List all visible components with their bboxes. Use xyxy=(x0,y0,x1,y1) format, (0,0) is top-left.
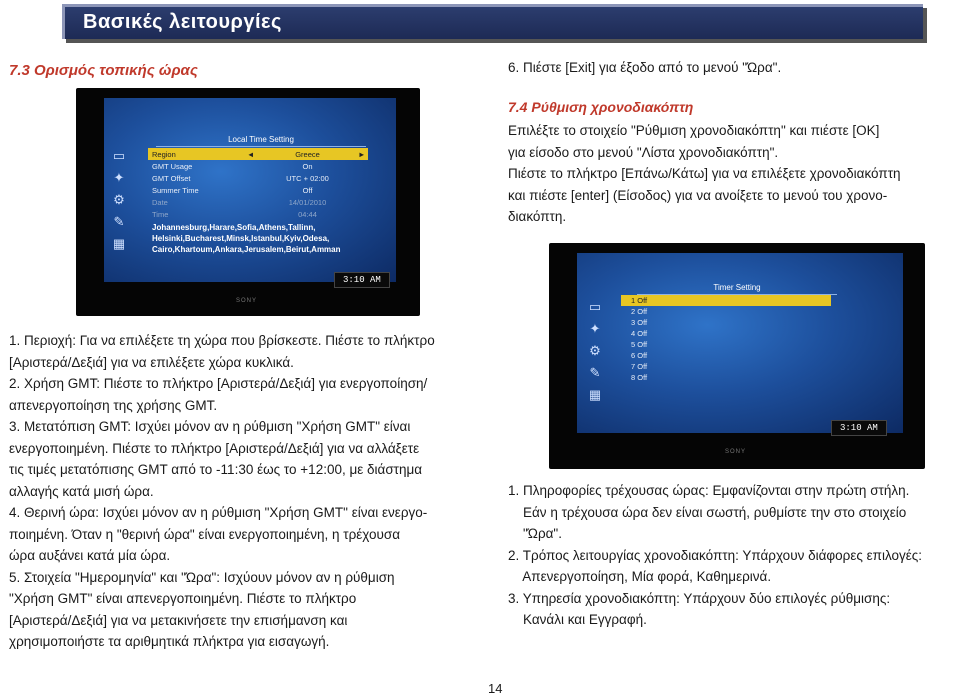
timer-list xyxy=(621,295,831,383)
row-region: Region ◄ Greece ► xyxy=(148,148,368,160)
clapper-icon: ▦ xyxy=(588,387,602,402)
satellite-icon: ✦ xyxy=(589,321,601,336)
menu-icons xyxy=(109,148,129,252)
timer-row: 1 Off xyxy=(621,295,831,306)
timer-row: 3 Off xyxy=(631,318,648,327)
page-number: 14 xyxy=(488,681,503,696)
tools-icon: ✎ xyxy=(113,214,125,229)
settings-icon: ⚙ xyxy=(589,343,601,358)
menu-icons xyxy=(585,299,605,403)
chapter-title: Βασικές λειτουργίες xyxy=(83,11,282,33)
exit-instruction: 6. Πιέστε [Exit] για έξοδο από το μενού "Ώρα". xyxy=(508,60,782,75)
timer-row: 4 Off xyxy=(631,329,648,338)
timer-row: 2 Off xyxy=(631,307,648,316)
row-gmt-offset: GMT Offset UTC + 02:00 xyxy=(152,173,329,183)
tv-clock: 3:10 AM xyxy=(831,420,887,436)
region-cities: Johannesburg,Harare,Sofia,Athens,Tallinn, Helsinki,Bucharest,Minsk,Istanbul,Kyiv,Odesa, Cairo,Khartoum,Ankara,Jerusalem,Beirut,Amman xyxy=(152,223,341,254)
section-title-local-time: 7.3 Ορισμός τοπικής ώρας xyxy=(9,62,198,79)
local-time-rows xyxy=(148,148,368,220)
timer-row: 5 Off xyxy=(631,340,648,349)
timer-row: 6 Off xyxy=(631,351,648,360)
tv-brand: SONY xyxy=(236,298,258,304)
chapter-header xyxy=(62,4,923,39)
timer-intro: Επιλέξτε το στοιχείο "Ρύθμιση χρονοδιακόπτη" και πιέστε [OK] για είσοδο στο μενού "Λίστα χρονοδιακόπτη". Πιέστε το πλήκτρο [Επάνω/Κάτω] για να επιλέξετε χρονοδιακόπτη και πιέστε [enter] (Είσοδος) για να ανοίξετε το μενού του χρονο- διακόπτη. xyxy=(508,123,901,224)
local-time-screenshot xyxy=(76,88,420,316)
settings-icon: ⚙ xyxy=(113,192,125,207)
menu-title: Local Time Setting xyxy=(156,135,366,147)
clapper-icon: ▦ xyxy=(112,236,126,251)
section-title-timer: 7.4 Ρύθμιση χρονοδιακόπτη xyxy=(508,99,694,115)
row-date: Date 14/01/2010 xyxy=(152,197,327,207)
row-summer-time: Summer Time Off xyxy=(152,185,313,195)
menu-title: Timer Setting xyxy=(637,283,837,295)
timer-setting-screenshot xyxy=(549,243,925,469)
tv-brand: SONY xyxy=(725,449,747,455)
tv-icon: ▭ xyxy=(588,299,602,314)
tv-clock: 3:10 AM xyxy=(334,272,390,288)
row-gmt-usage: GMT Usage On xyxy=(152,161,313,171)
satellite-icon: ✦ xyxy=(113,170,125,185)
row-time: Time 04:44 xyxy=(152,209,317,219)
timer-row: 7 Off xyxy=(631,362,648,371)
tv-icon: ▭ xyxy=(112,148,126,163)
timer-instructions: 1. Πληροφορίες τρέχουσας ώρας: Εμφανίζονται στην πρώτη στήλη. Εάν η τρέχουσα ώρα δεν είναι σωστή, ρυθμίστε την στο στοιχείο "Ώρα". 2. Τρόπος λειτουργίας χρονοδιακόπτη: Υπάρχουν διάφορες επιλογές: Απενεργοποίηση, Μία φορά, Καθημερινά. 3. Υπηρεσία χρονοδιακόπτη: Υπάρχουν δύο επιλογές ρύθμισης: Κανάλι και Εγγραφή. xyxy=(508,483,923,627)
local-time-instructions: 1. Περιοχή: Για να επιλέξετε τη χώρα που βρίσκεστε. Πιέστε το πλήκτρο [Αριστερά/Δεξιά] για να επιλέξετε χώρα κυκλικά. 2. Χρήση GMT: Πιέστε το πλήκτρο [Αριστερά/Δεξιά] για ενεργοποίηση/ απενεργοποίηση της χρήσης GMT. 3. Μετατόπιση GMT: Ισχύει μόνον αν η ρύθμιση "Χρήση GMT" είναι ενεργοποιημένη. Πιέστε το πλήκτρο [Αριστερά/Δεξιά] για να αλλάξετε τις τιμές μετατόπισης GMT από το -11:30 έως το +12:00, με διάστημα αλλαγής κατά μισή ώρα. 4. Θερινή ώρα: Ισχύει μόνον αν η ρύθμιση "Χρήση GMT" είναι ενεργο- ποιημένη. Όταν η "θερινή ώρα" είναι ενεργοποιημένη, η τρέχουσα ώρα αυξάνει κατά μία ώρα. 5. Στοιχεία "Ημερομηνία" και "Ώρα": Ισχύουν μόνον αν η ρύθμιση "Χρήση GMT" είναι απενεργοποιημένη. Πιέστε το πλήκτρο [Αριστερά/Δεξιά] για να μετακινήσετε την επισήμανση και χρησιμοποιήστε τα αριθμητικά πλήκτρα για εισαγωγή. xyxy=(9,333,435,649)
timer-row: 8 Off xyxy=(631,373,648,382)
tools-icon: ✎ xyxy=(589,365,601,380)
